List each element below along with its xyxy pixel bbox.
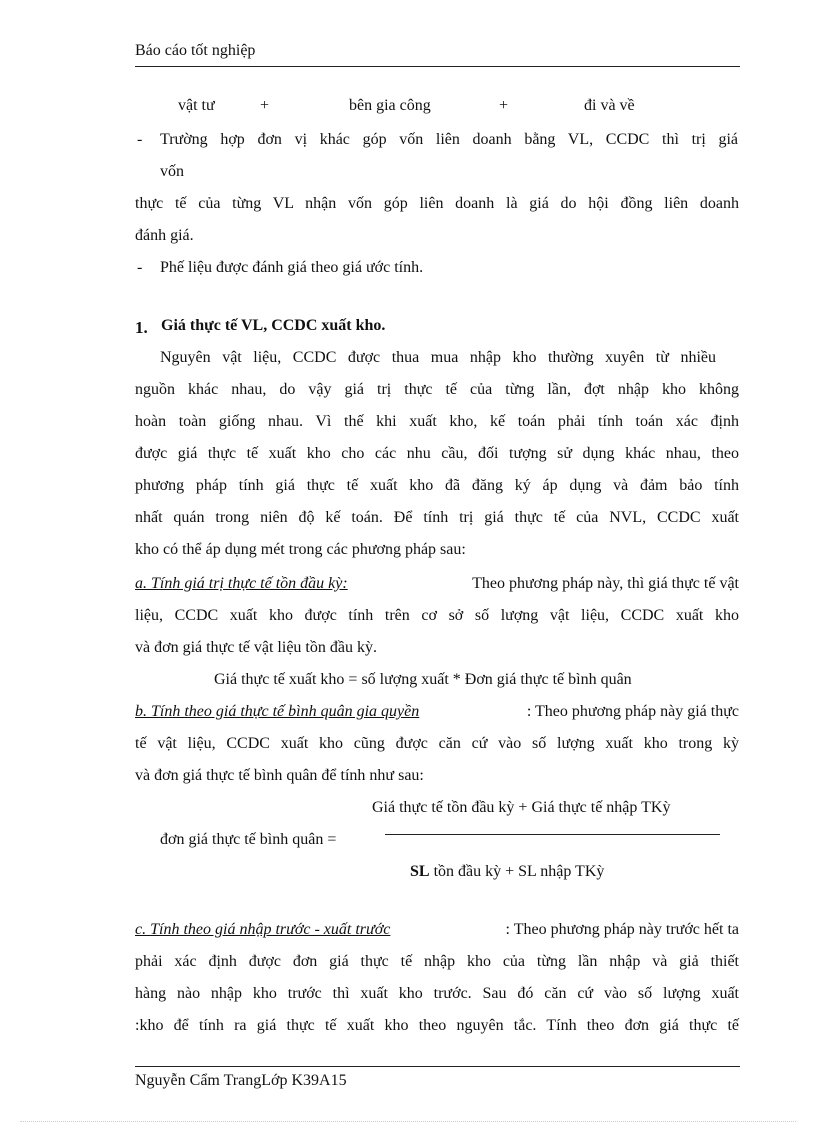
fraction-denominator-rest: tồn đầu kỳ + SL nhập TKỳ (429, 863, 605, 880)
method-a-line-2: liệu, CCDC xuất kho được tính trên cơ sở số lượng vật liệu, CCDC xuất kho (135, 607, 739, 624)
method-b-line-1 (135, 702, 739, 722)
method-b-line-3: và đơn giá thực tế bình quân để tính như sau: (135, 767, 424, 784)
carry-col-3: đi và về (584, 97, 635, 114)
formula-a: Giá thực tế xuất kho = số lượng xuất * Đơn giá thực tế bình quân (214, 671, 632, 688)
bullet-dash-1: - (137, 131, 143, 148)
page-edge-dots (20, 1121, 796, 1122)
method-a-line-1 (135, 574, 739, 594)
para-1-line-5: phương pháp tính giá thực tế xuất kho đã đăng ký áp dụng và đảm bảo tính (135, 477, 739, 494)
method-c-line-4: :kho để tính ra giá thực tế xuất kho theo nguyên tắc. Tính theo đơn giá thực tế (135, 1017, 739, 1034)
page-footer: Nguyễn Cẩm TrangLớp K39A15 (135, 1072, 347, 1089)
fraction-bar (385, 834, 720, 835)
para-1-line-4: được giá thực tế xuất kho cho các nhu cầu, đối tượng sử dụng khác nhau, theo (135, 445, 739, 462)
para-1-line-1: Nguyên vật liệu, CCDC được thua mua nhập kho thường xuyên từ nhiều (160, 349, 716, 366)
fraction-denominator (410, 862, 604, 882)
method-a-label: a. Tính giá trị thực tế tồn đầu kỳ: (135, 575, 348, 592)
fraction-numerator: Giá thực tế tồn đầu kỳ + Giá thực tế nhập TKỳ (372, 799, 671, 816)
fraction-denominator-sl: SL (410, 863, 430, 880)
method-c-intro: : Theo phương pháp này trước hết ta (505, 921, 739, 938)
method-c-line-1 (135, 920, 739, 940)
method-b-label: b. Tính theo giá thực tế bình quân gia quyền (135, 703, 420, 720)
bullet-1-cont-2: đánh giá. (135, 227, 194, 244)
bullet-1-line-2: vốn (160, 163, 184, 180)
header-rule (135, 66, 740, 67)
para-1-line-3: hoàn toàn giống nhau. Vì thế khi xuất kho, kế toán phải tính toán xác định (135, 413, 739, 430)
para-1-line-6: nhất quán trong niên độ kế toán. Để tính trị giá thực tế của NVL, CCDC xuất (135, 509, 739, 526)
para-1-line-2: nguồn khác nhau, do vậy giá trị thực tế của từng lần, đợt nhập kho không (135, 381, 739, 398)
method-c-line-3: hàng nào nhập kho trước thì xuất kho trước. Sau đó căn cứ vào số lượng xuất (135, 985, 739, 1002)
method-a-intro: Theo phương pháp này, thì giá thực tế vật (468, 575, 739, 592)
bullet-2-text: Phế liệu được đánh giá theo giá ước tính. (160, 259, 424, 276)
method-a-line-3: và đơn giá thực tế vật liệu tồn đầu kỳ. (135, 639, 377, 656)
para-1-line-7: kho có thể áp dụng mét trong các phương pháp sau: (135, 541, 466, 558)
footer-rule (135, 1066, 740, 1067)
bullet-dash-2: - (137, 259, 143, 276)
carry-col-2: bên gia công (349, 97, 431, 114)
method-c-line-2: phải xác định được đơn giá thực tế nhập kho của từng lần nhập và giả thiết (135, 953, 739, 970)
section-title: Giá thực tế VL, CCDC xuất kho. (161, 317, 386, 334)
carry-col-1: vật tư (178, 97, 215, 114)
method-c-label: c. Tính theo giá nhập trước - xuất trước (135, 921, 391, 938)
fraction-lhs: đơn giá thực tế bình quân = (160, 831, 337, 848)
page-header: Báo cáo tốt nghiệp (135, 42, 256, 59)
carry-plus-2: + (499, 97, 509, 114)
method-b-line-2: tế vật liệu, CCDC xuất kho cũng được căn cứ vào số lượng xuất kho trong kỳ (135, 735, 739, 752)
bullet-1-line-1: Trường hợp đơn vị khác góp vốn liên doanh bằng VL, CCDC thì trị giá (160, 131, 738, 148)
method-b-intro: : Theo phương pháp này giá thực (526, 703, 739, 720)
section-number: 1. (135, 318, 148, 337)
carry-plus-1: + (260, 97, 270, 114)
bullet-1-cont-1: thực tế của từng VL nhận vốn góp liên doanh là giá do hội đồng liên doanh (135, 195, 739, 212)
